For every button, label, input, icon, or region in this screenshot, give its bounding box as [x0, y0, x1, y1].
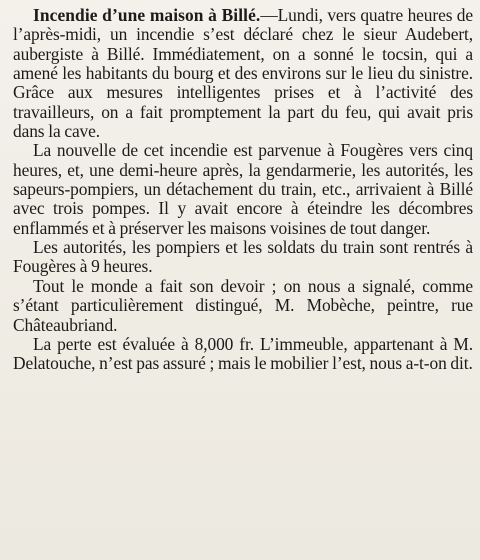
lead-paragraph: [13, 6, 473, 141]
lead-text: —Lundi, vers quatre heures de l’après-midi, un incendie s’est déclaré chez le sieur Audebert, aubergiste à Billé. Immédiatement, on a sonné le tocsin, qui a amené les habitants du bourg et des environs sur le lieu du sinistre. Grâce aux mesures intelligentes prises et à l’activité des travailleurs, on a fait promptement la part du feu, qui avait pris dans la cave.: [13, 5, 473, 142]
paragraph-news-arrival: La nouvelle de cet incendie est parvenue à Fougères vers cinq heures, et, une demi-heure après, la gendarmerie, les autorités, les sapeurs-pompiers, un détachement du train, etc., arrivaient à Billé avec trois pompes. Il y avait encore à éteindre les décombres enflammés et à préserver les maisons voisines de tout danger.: [13, 140, 473, 238]
paragraph-return: Les autorités, les pompiers et les soldats du train sont rentrés à Fougères à 9 heures.: [13, 237, 473, 277]
paragraph-loss: La perte est évaluée à 8,000 fr. L’immeuble, appartenant à M. Delatouche, n’est pas assuré ; mais le mobilier l’est, nous a-t-on dit.: [13, 333, 473, 374]
article-column: [13, 6, 473, 374]
paragraph-duty: Tout le monde a fait son devoir ; on nous a signalé, comme s’étant particulièrement distingué, M. Mobèche, peintre, rue Châteaubriand.: [13, 275, 473, 335]
article-headline: Incendie d’une maison à Billé.: [33, 5, 261, 25]
